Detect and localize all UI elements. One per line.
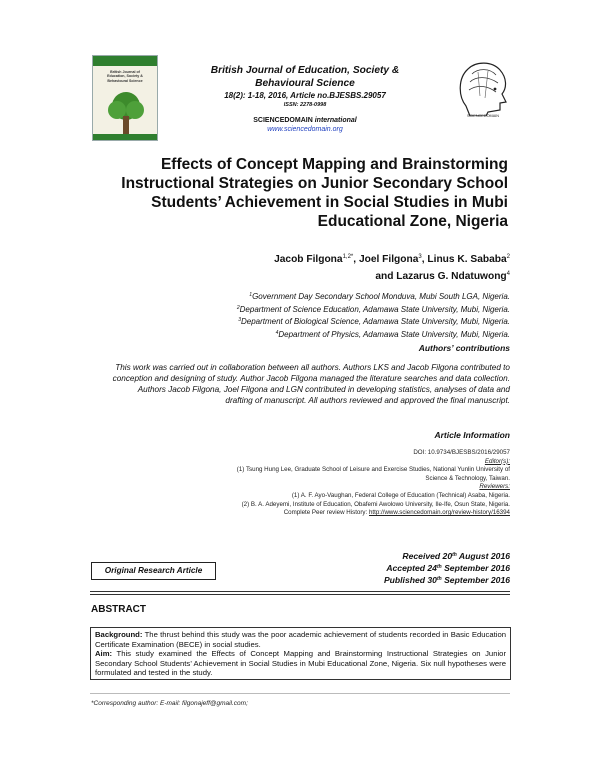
- received-date: Received 20th August 2016: [402, 551, 510, 561]
- reviewer-entry: (1) A. F. Ayo-Vaughan, Federal College of Education (Technical) Asaba, Nigeria.: [291, 491, 510, 499]
- publisher: [180, 116, 430, 125]
- affiliation: $^4$Department of Physics, Adamawa State University, Mubi, Nigeria.: [275, 329, 510, 339]
- journal-cover-image: [92, 55, 158, 141]
- journal-reference: 18(2): 1-18, 2016, Article no.BJESBS.29057: [224, 91, 386, 100]
- publisher-logo-caption: SCIENCEDOMAIN: [466, 114, 500, 118]
- abstract-background: Background: The thrust behind this study was the poor academic achievement of students recorded in Basic Education Certificate Examination (BECE) in social studies.: [95, 630, 507, 649]
- paper-title: Effects of Concept Mapping and Brainstorming Instructional Strategies on Junior Secondary School Students’ Achievement in Social Studies in Mubi Educational Zone, Nigeria: [121, 156, 508, 230]
- article-info: [150, 449, 510, 518]
- author-line-1: Jacob Filgona$^{1,2*}$, Joel Filgona$^3$, Linus K. Sababa$^2$: [274, 254, 510, 265]
- footnote-divider: [90, 693, 510, 694]
- publisher-suffix: international: [314, 117, 357, 124]
- journal-name-line2: Behavioural Science: [255, 78, 355, 89]
- author-list: [230, 250, 510, 284]
- contributions-text: This work was carried out in collaboration between all authors. Authors LKS and Jacob Filgona contributed to conception and designing of study. Author Jacob Filgona managed the literature searches and data collection. Authors Jacob Filgona, Joel Filgona and LGN contributed in developing statistics, analyses of data and drafting of manuscript. All authors reviewed and approved the final manuscript.: [112, 363, 510, 405]
- divider: [90, 594, 510, 595]
- doi: DOI: 10.9734/BJESBS/2016/29057: [413, 449, 510, 456]
- cover-stripe: [93, 134, 157, 140]
- editors-label: Editor(s):: [484, 457, 510, 465]
- author-affiliation-sup: 4: [506, 271, 510, 277]
- affiliation: $^3$Department of Biological Science, Adamawa State University, Mubi, Nigeria.: [238, 317, 510, 326]
- abstract-aim: Aim: This study examined the Effects of Concept Mapping and Brainstorming Instructional Strategies on Junior Secondary School Students’ Achievement in Social Studies in Mubi Educational Zone, Nigeria. Six null hypotheses were formulated and tested in the study.: [95, 649, 507, 678]
- journal-name-line1: British Journal of Education, Society &: [210, 65, 400, 76]
- author-name: Linus K. Sababa: [427, 254, 507, 265]
- review-history-link[interactable]: http://www.sciencedomain.org/review-history/16394: [368, 509, 510, 517]
- editor-entry: (1) Tsung Hung Lee, Graduate School of Leisure and Exercise Studies, National Yunlin University of: [236, 466, 510, 474]
- affiliation: $^1$Government Day Secondary School Monduva, Mubi South LGA, Nigeria.: [249, 292, 510, 301]
- publisher-head-logo-icon: [452, 56, 514, 116]
- review-history: [150, 509, 510, 518]
- journal-header: [180, 64, 430, 134]
- cover-title: British Journal of Education, Society & Behavioural Science: [107, 70, 143, 83]
- abstract-box: [90, 627, 511, 680]
- contributions-heading: Authors’ contributions: [418, 343, 510, 353]
- divider: [90, 591, 510, 592]
- author-affiliation-sup: 1,2*: [342, 254, 354, 260]
- author-line-2: [230, 267, 510, 284]
- cover-band: [93, 56, 157, 66]
- published-date: Published 30th September 2016: [383, 575, 510, 585]
- editor-entry-cont: Science & Technology, Taiwan.: [425, 474, 510, 482]
- publisher-website-link[interactable]: www.sciencedomain.org: [267, 126, 343, 133]
- author-name: Joel Filgona: [358, 254, 419, 265]
- abstract-heading: ABSTRACT: [91, 604, 146, 615]
- review-history-label: Complete Peer review History:: [283, 509, 368, 517]
- article-type-box: Original Research Article: [91, 562, 216, 580]
- reviewer-entry: (2) B. A. Adeyemi, Institute of Education, Obafemi Awolowo University, Ile-Ife, Osun State, Nigeria.: [241, 500, 510, 508]
- publisher-name: SCIENCEDOMAIN: [253, 117, 313, 124]
- author-name: Jacob Filgona: [274, 254, 343, 265]
- affiliations: [120, 290, 510, 340]
- accepted-date: Accepted 24th September 2016: [386, 563, 510, 573]
- tree-icon: [101, 90, 151, 138]
- affiliation: $^2$Department of Science Education, Adamawa State University, Mubi, Nigeria.: [236, 304, 510, 314]
- author-affiliation-sup: 3: [418, 254, 422, 260]
- author-affiliation-sup: 2: [506, 254, 510, 260]
- reviewers-label: Reviewers:: [479, 483, 510, 491]
- article-info-heading: Article Information: [434, 430, 510, 440]
- author-name: and Lazarus G. Ndatuwong: [375, 271, 507, 282]
- corresponding-author-footnote: *Corresponding author: E-mail: filgonajeff@gmail.com;: [91, 700, 248, 707]
- publication-dates: [330, 550, 510, 586]
- journal-issn: ISSN: 2278-0998: [283, 102, 327, 108]
